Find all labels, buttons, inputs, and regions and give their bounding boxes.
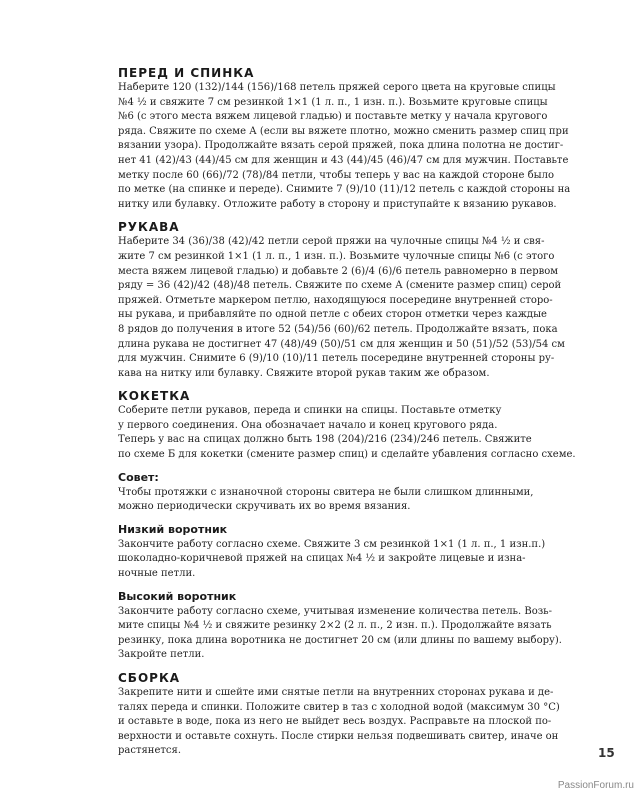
subsection-body xyxy=(118,538,570,582)
text-line: №6 (с этого места вяжем лицевой гладью) и поставьте метку у начала кругового xyxy=(118,111,548,123)
text-line: пряжей. Отметьте маркером петлю, находящуюся посередине внутренней сторо- xyxy=(118,294,553,306)
text-line: ночные петли. xyxy=(118,568,196,580)
text-line: вязании узора). Продолжайте вязать серой пряжей, пока длина полотна не достиг- xyxy=(118,140,564,152)
text-line: по метке (на спинке и переде). Снимите 7 (9)/10 (11)/12 петель с каждой стороны на xyxy=(118,184,571,196)
section-heading: ПЕРЕД И СПИНКА xyxy=(118,66,255,80)
text-line: Закончите работу согласно схеме, учитывая изменение количества петель. Возь- xyxy=(118,605,552,617)
text-line: у первого соединения. Она обозначает начало и конец кругового ряда. xyxy=(118,419,498,431)
section-heading: КОКЕТКА xyxy=(118,389,191,404)
text-line: Наберите 34 (36)/38 (42)/42 петли серой пряжи на чулочные спицы №4 ½ и свя- xyxy=(118,236,545,248)
subsection-body xyxy=(118,605,570,663)
text-line: Закройте петли. xyxy=(118,649,205,661)
subsection-low-collar xyxy=(118,523,570,582)
text-line: Соберите петли рукавов, переда и спинки на спицы. Поставьте отметку xyxy=(118,405,502,417)
page-content xyxy=(118,66,576,767)
subsection-heading: Совет: xyxy=(118,470,159,484)
page-number: 15 xyxy=(598,746,615,760)
text-line: и оставьте в воде, пока из него не выйдет весь воздух. Расправьте на плоской по- xyxy=(118,716,552,728)
subsection-body xyxy=(118,486,570,515)
text-line: ны рукава, и прибавляйте по одной петле с обеих сторон отметки через каждые xyxy=(118,309,547,321)
section-assembly xyxy=(118,671,570,759)
text-line: растянется. xyxy=(118,745,182,757)
section-sleeves xyxy=(118,220,570,381)
section-heading: СБОРКА xyxy=(118,671,181,685)
text-line: нитку или булавку. Отложите работу в сторону и приступайте к вязанию рукавов. xyxy=(118,198,557,210)
text-line: Закрепите нити и сшейте ими снятые петли на внутренних сторонах рукава и де- xyxy=(118,687,554,698)
subsection-tip xyxy=(118,471,570,515)
section-body xyxy=(118,404,576,462)
section-heading: РУКАВА xyxy=(118,220,180,235)
text-line: мите спицы №4 ½ и свяжите резинку 2×2 (2 л. п., 2 изн. п.). Продолжайте вязать xyxy=(118,620,552,632)
text-line: ряда. Свяжите по схеме А (если вы вяжете плотно, можно сменить размер спиц при xyxy=(118,125,569,137)
subsection-heading: Низкий воротник xyxy=(118,522,228,536)
text-line: Теперь у вас на спицах должно быть 198 (204)/216 (234)/246 петель. Свяжите xyxy=(118,434,532,446)
text-line: по схеме Б для кокетки (смените размер спиц) и сделайте убавления согласно схеме. xyxy=(118,449,576,461)
text-line: для мужчин. Снимите 6 (9)/10 (10)/11 петель посередине внутренней стороны ру- xyxy=(118,353,555,365)
text-line: ряду = 36 (42)/42 (48)/48 петель. Свяжите по схеме А (смените размер спиц) серой xyxy=(118,280,562,292)
subsection-heading: Высокий воротник xyxy=(118,589,237,603)
text-line: шоколадно-коричневой пряжей на спицах №4 ½ и закройте лицевые и изна- xyxy=(118,553,526,565)
text-line: 8 рядов до получения в итоге 52 (54)/56 (60)/62 петель. Продолжайте вязать, пока xyxy=(118,323,558,335)
text-line: можно периодически скручивать их во время вязания. xyxy=(118,501,411,513)
text-line: Наберите 120 (132)/144 (156)/168 петель пряжей серого цвета на круговые спицы xyxy=(118,82,556,93)
subsection-high-collar xyxy=(118,590,570,663)
text-line: длина рукава не достигнет 47 (48)/49 (50)/51 см для женщин и 50 (51)/52 (53)/54 см xyxy=(118,338,565,350)
watermark: PassionForum.ru xyxy=(557,780,634,791)
text-line: Чтобы протяжки с изнаночной стороны свитера не были слишком длинными, xyxy=(118,486,534,498)
text-line: кава на нитку или булавку. Свяжите второй рукав таким же образом. xyxy=(118,367,490,379)
text-line: верхности и оставьте сохнуть. После стирки нельзя подвешивать свитер, иначе он xyxy=(118,730,559,742)
text-line: жите 7 см резинкой 1×1 (1 л. п., 1 изн. п.). Возьмите чулочные спицы №6 (с этого xyxy=(118,250,555,262)
text-line: нет 41 (42)/43 (44)/45 см для женщин и 43 (44)/45 (46)/47 см для мужчин. Поставьте xyxy=(118,154,569,166)
text-line: №4 ½ и свяжите 7 см резинкой 1×1 (1 л. п., 1 изн. п.). Возьмите круговые спицы xyxy=(118,96,548,108)
text-line: талях переда и спинки. Положите свитер в таз с холодной водой (максимум 30 °С) xyxy=(118,701,560,713)
section-body xyxy=(118,81,570,212)
section-body xyxy=(118,235,570,381)
text-line: резинку, пока длина воротника не достигнет 20 см (или длины по вашему выбору). xyxy=(118,634,562,646)
text-line: места вяжем лицевой гладью) и добавьте 2 (6)/4 (6)/6 петель равномерно в первом xyxy=(118,265,559,277)
section-body xyxy=(118,686,570,759)
text-line: метку после 60 (66)/72 (78)/84 петли, чтобы теперь у вас на каждой стороне было xyxy=(118,169,555,181)
section-yoke xyxy=(118,389,576,462)
section-front-back xyxy=(118,66,570,212)
text-line: Закончите работу согласно схеме. Свяжите 3 см резинкой 1×1 (1 л. п., 1 изн.п.) xyxy=(118,538,546,550)
